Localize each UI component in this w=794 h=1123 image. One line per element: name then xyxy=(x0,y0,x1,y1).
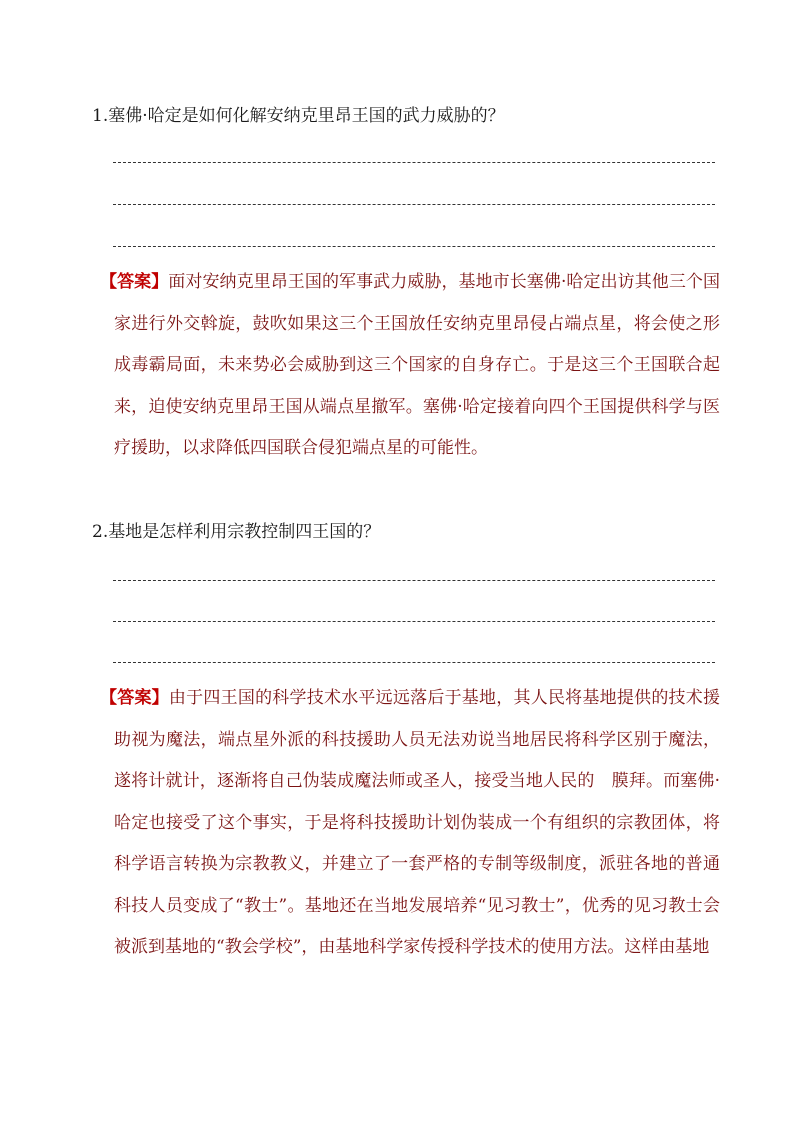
answer-blank-line xyxy=(113,246,715,247)
answer-tag: 【答案】 xyxy=(100,688,169,708)
answer-blank-line xyxy=(113,662,715,663)
answer-blank-line xyxy=(113,204,715,205)
question-1: 1.塞佛·哈定是如何化解安纳克里昂王国的武力威胁的？ xyxy=(92,106,505,126)
answer-blank-line xyxy=(113,162,715,163)
answer-2-text: 由于四王国的科学技术水平远远落后于基地，其人民将基地提供的技术援助视为魔法，端点星外派的科技援助人员无法劝说当地居民将科学区别于魔法，遂将计就计，逐渐将自己伪装成魔法师或圣人，接受当地人民的 膜拜。而塞佛·哈定也接受了这个事实，于是将科技援助计划伪装成一个有组织的宗教团体，将科学语言转换为宗教教义，并建立了一套严格的专制等级制度，派驻各地的普通科技人员变成了“教士”。基地还在当地发展培养“见习教士”，优秀的见习教士会被派到基地的“教会学校”，由基地科学家传授科学技术的使用方法。这样由基地 xyxy=(114,688,721,957)
question-2: 2.基地是怎样利用宗教控制四王国的？ xyxy=(92,522,381,542)
answer-blank-line xyxy=(113,580,715,581)
answer-1 xyxy=(100,262,720,470)
answer-2 xyxy=(100,678,720,969)
answer-1-text: 面对安纳克里昂王国的军事武力威胁，基地市长塞佛·哈定出访其他三个国家进行外交斡旋，鼓吹如果这三个王国放任安纳克里昂侵占端点星，将会使之形成毒霸局面，未来势必会威胁到这三个国家的自身存亡。于是这三个王国联合起来，迫使安纳克里昂王国从端点星撤军。塞佛·哈定接着向四个王国提供科学与医疗援助，以求降低四国联合侵犯端点星的可能性。 xyxy=(114,272,721,458)
answer-blank-line xyxy=(113,621,715,622)
answer-tag: 【答案】 xyxy=(100,272,169,292)
